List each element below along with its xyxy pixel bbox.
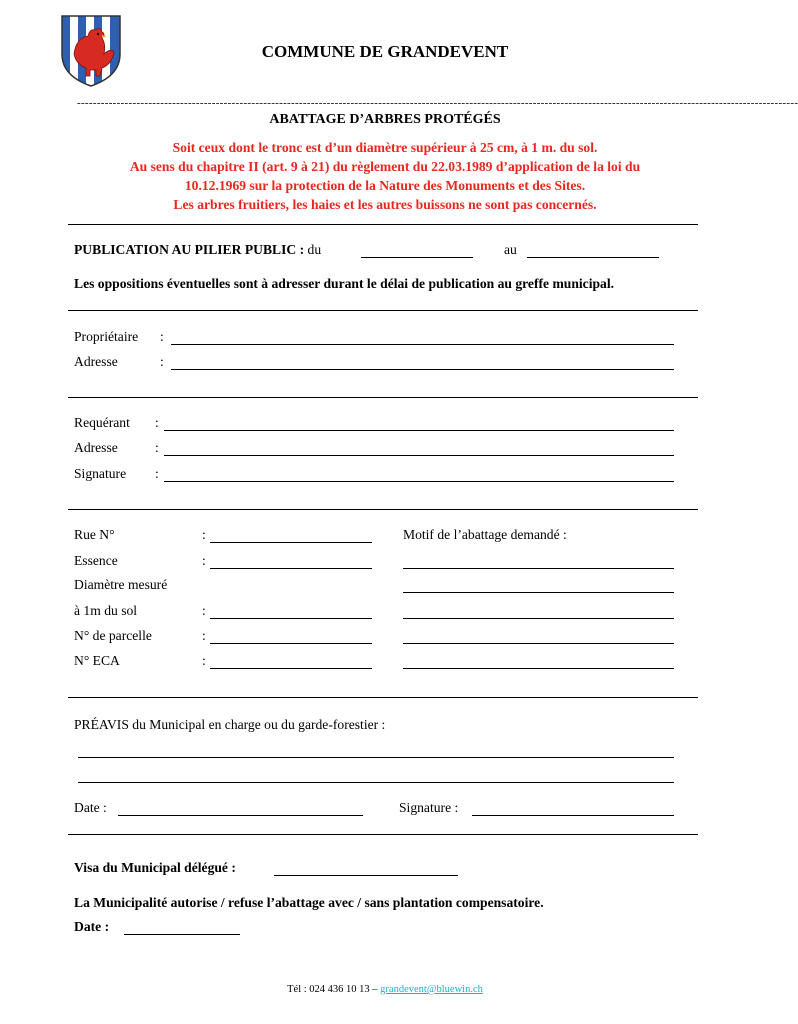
requerant-field[interactable] (164, 430, 674, 431)
colon: : (202, 628, 206, 643)
colon: : (202, 553, 206, 568)
protection-notice (60, 138, 710, 214)
proprietaire-label: Propriétaire (74, 329, 139, 344)
preavis-date-field[interactable] (118, 815, 363, 816)
notice-line: Les arbres fruitiers, les haies et les autres buissons ne sont pas concernés. (173, 197, 597, 212)
preavis-field-line-1[interactable] (78, 757, 674, 758)
dashed-separator: -------------------------------------------------------------------------------------------------------------------------------------------------------------------------------------- (77, 97, 798, 109)
oppositions-text: Les oppositions éventuelles sont à adresser durant le délai de publication au greffe municipal. (74, 276, 615, 291)
diametre-field[interactable] (210, 618, 372, 619)
section-divider (68, 310, 698, 311)
preavis-label: PRÉAVIS du Municipal en charge ou du garde-forestier : (74, 717, 386, 732)
colon: : (202, 653, 206, 668)
requester-signature-label: Signature (74, 466, 127, 481)
section-divider (68, 224, 698, 225)
section-divider (68, 397, 698, 398)
colon: : (160, 354, 164, 369)
publication-to-label: au (504, 242, 517, 257)
visa-field[interactable] (274, 875, 458, 876)
notice-line: Soit ceux dont le tronc est d’un diamètre supérieur à 25 cm, à 1 m. du sol. (172, 140, 598, 155)
publication-label: PUBLICATION AU PILIER PUBLIC : (74, 242, 305, 257)
parcelle-field[interactable] (210, 643, 372, 644)
section-divider (68, 697, 698, 698)
preavis-signature-label: Signature : (399, 800, 459, 815)
publication-from-label: du (307, 242, 322, 257)
section-divider (68, 509, 698, 510)
owner-adresse-label: Adresse (74, 354, 118, 369)
colon: : (155, 440, 159, 455)
essence-field[interactable] (210, 568, 372, 569)
requerant-label: Requérant (74, 415, 130, 430)
visa-label: Visa du Municipal délégué : (74, 860, 236, 875)
proprietaire-field[interactable] (171, 344, 674, 345)
rue-label: Rue N° (74, 527, 115, 542)
motif-field-line-4[interactable] (403, 643, 674, 644)
requester-adresse-field[interactable] (164, 455, 674, 456)
preavis-field-line-2[interactable] (78, 782, 674, 783)
motif-field-line-3[interactable] (403, 618, 674, 619)
rue-field[interactable] (210, 542, 372, 543)
footer-contact (0, 984, 770, 995)
parcelle-label: N° de parcelle (74, 628, 152, 643)
notice-line: 10.12.1969 sur la protection de la Nature des Monuments et des Sites. (184, 178, 586, 193)
footer-email-link[interactable]: grandevent@bluewin.ch (380, 984, 483, 995)
colon: : (155, 466, 159, 481)
motif-label: Motif de l’abattage demandé : (403, 527, 567, 542)
form-title: ABATTAGE D’ARBRES PROTÉGÉS (269, 112, 501, 127)
preavis-date-label: Date : (74, 800, 107, 815)
motif-field-line-1[interactable] (403, 568, 674, 569)
footer-phone: Tél : 024 436 10 13 – (287, 984, 378, 995)
colon: : (160, 329, 164, 344)
preavis-signature-field[interactable] (472, 815, 674, 816)
eca-field[interactable] (210, 668, 372, 669)
colon: : (202, 603, 206, 618)
decision-date-label: Date : (74, 919, 110, 934)
motif-field-line-2[interactable] (403, 592, 674, 593)
commune-title: COMMUNE DE GRANDEVENT (261, 42, 509, 61)
hauteur-label: à 1m du sol (74, 603, 138, 618)
colon: : (202, 527, 206, 542)
diametre-label: Diamètre mesuré (74, 577, 168, 592)
publication-to-field[interactable] (527, 257, 659, 258)
requester-signature-field[interactable] (164, 481, 674, 482)
essence-label: Essence (74, 553, 118, 568)
authorization-text: La Municipalité autorise / refuse l’abattage avec / sans plantation compensatoire. (74, 895, 544, 910)
decision-date-field[interactable] (124, 934, 240, 935)
notice-line: Au sens du chapitre II (art. 9 à 21) du règlement du 22.03.1989 d’application de la loi du (129, 159, 641, 174)
requester-adresse-label: Adresse (74, 440, 118, 455)
section-divider (68, 834, 698, 835)
publication-row (74, 242, 321, 258)
motif-field-line-5[interactable] (403, 668, 674, 669)
publication-from-field[interactable] (361, 257, 473, 258)
owner-adresse-field[interactable] (171, 369, 674, 370)
colon: : (155, 415, 159, 430)
eca-label: N° ECA (74, 653, 120, 668)
